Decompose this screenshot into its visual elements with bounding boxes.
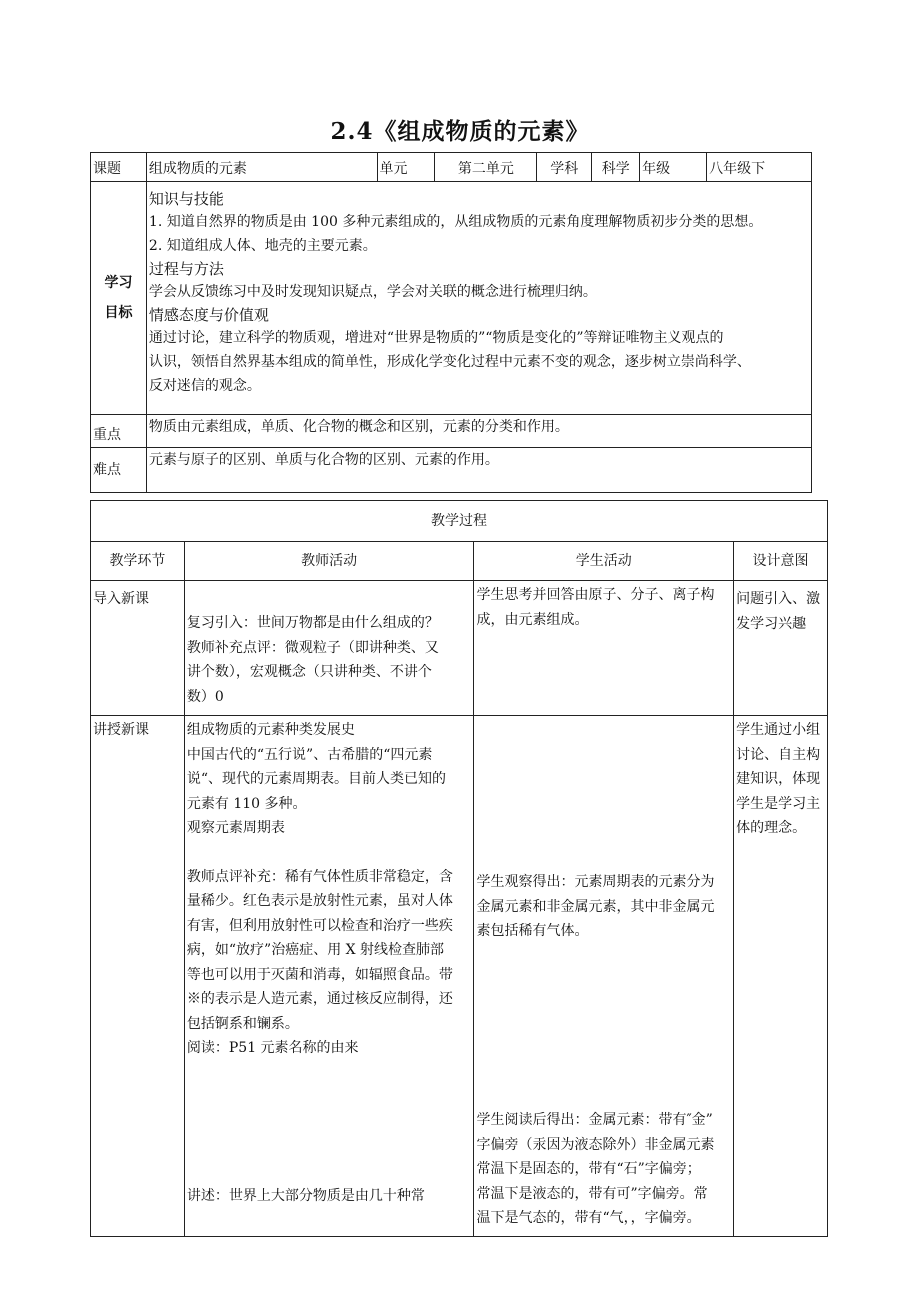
intent-intro xyxy=(734,581,828,716)
teacher-line: 中国古代的“五行说”、古希腊的“四元素 xyxy=(186,746,433,763)
student-line: 学生思考并回答由原子、分子、离子构 xyxy=(476,587,715,603)
unit-value: 第二单元 xyxy=(435,153,537,182)
info-row xyxy=(91,153,812,182)
teacher-line: 教师补充点评：微观粒子（即讲种类、又 xyxy=(186,639,439,656)
table-row xyxy=(91,716,828,1237)
intent-line: 体的理念。 xyxy=(736,820,807,836)
goals-content xyxy=(146,182,811,415)
key-points-label: 重点 xyxy=(91,415,147,448)
stage-new-lesson: 讲授新课 xyxy=(91,716,185,1237)
teacher-line: 观察元素周期表 xyxy=(186,820,285,836)
student-line: 温下是气态的，带有“气，，字偏旁。 xyxy=(476,1210,701,1226)
page-title: 2.4《组成物质的元素》 xyxy=(330,118,590,145)
teacher-line: 有害，但利用放射性可以检查和治疗一些疾 xyxy=(186,917,453,934)
intent-line: 学生是学习主 xyxy=(736,795,821,812)
subject-value: 科学 xyxy=(592,153,640,182)
process-heading: 过程与方法 xyxy=(148,260,224,278)
student-line: 常温下是液态的，带有可”字偏旁。常 xyxy=(476,1185,708,1202)
knowledge-item-1: 1. 知道自然界的物质是由 100 多种元素组成的，从组成物质的元素角度理解物质初步分类的思想。 xyxy=(148,214,763,230)
header-stage: 教学环节 xyxy=(91,542,185,581)
intent-line: 建知识，体现 xyxy=(736,771,821,787)
difficult-points-row xyxy=(91,448,812,493)
teacher-activity-intro xyxy=(184,581,474,716)
process-title: 教学过程 xyxy=(91,501,828,542)
student-line: 金属元素和非金属元素，其中非金属元 xyxy=(476,898,715,915)
teacher-line: 量稀少。红色表示是放射性元素，虽对人体 xyxy=(186,893,453,909)
teacher-line: 组成物质的元素种类发展史 xyxy=(186,722,355,738)
teacher-line: 说“、现代的元素周期表。目前人类已知的 xyxy=(186,771,447,787)
intent-line: 问题引入、激 xyxy=(736,591,821,607)
teacher-line: 讲个数），宏观概念（只讲种类、不讲个 xyxy=(186,664,432,680)
grade-label: 年级 xyxy=(640,153,707,182)
table-row xyxy=(91,581,828,716)
difficult-points-value: 元素与原子的区别、单质与化合物的区别、元素的作用。 xyxy=(146,448,811,493)
subject-label: 学科 xyxy=(537,153,592,182)
difficult-points-label: 难点 xyxy=(91,448,147,493)
topic-label: 课题 xyxy=(91,153,147,182)
student-activity-intro xyxy=(474,581,734,716)
intent-new-lesson xyxy=(734,716,828,1237)
student-line: 素包括稀有气体。 xyxy=(476,923,589,939)
emotion-heading: 情感态度与价值观 xyxy=(148,306,269,324)
lesson-info-table xyxy=(90,152,812,493)
teacher-activity-new xyxy=(184,716,474,1237)
grade-value: 八年级下 xyxy=(707,153,812,182)
intent-line: 讨论、自主构 xyxy=(736,746,821,763)
intent-line: 发学习兴趣 xyxy=(736,615,807,632)
unit-label: 单元 xyxy=(377,153,435,182)
header-teacher: 教师活动 xyxy=(184,542,474,581)
goals-label-line1: 学习 xyxy=(104,275,133,291)
teacher-line: 数）0 xyxy=(186,688,224,705)
student-line: 字偏旁（汞因为液态除外）非金属元素 xyxy=(476,1136,715,1153)
teacher-line: 包括锕系和镧系。 xyxy=(186,1015,299,1032)
teacher-line: 复习引入：世间万物都是由什么组成的？ xyxy=(186,615,439,631)
emotion-line-1: 通过讨论，建立科学的物质观，增进对“世界是物质的”“物质是变化的”等辩证唯物主义观点的 xyxy=(148,330,724,346)
goals-label xyxy=(91,182,147,415)
teacher-line: 阅读：P51 元素名称的由来 xyxy=(186,1040,359,1056)
intent-line: 学生通过小组 xyxy=(736,722,821,738)
stage-intro: 导入新课 xyxy=(91,581,185,716)
student-line: 学生阅读后得出：金属元素：带有″金” xyxy=(476,1112,713,1128)
teacher-line: 元素有 110 多种。 xyxy=(186,795,307,812)
teacher-line: 等也可以用于灭菌和消毒，如辐照食品。带 xyxy=(186,966,453,983)
teacher-line: 教师点评补充：稀有气体性质非常稳定，含 xyxy=(186,868,453,885)
goals-row xyxy=(91,182,812,415)
emotion-line-3: 反对迷信的观念。 xyxy=(148,378,261,394)
teacher-line: 讲述：世界上大部分物质是由几十种常 xyxy=(186,1188,425,1204)
process-header-row xyxy=(91,542,828,581)
goals-label-line2: 目标 xyxy=(104,305,133,321)
teacher-line: 病，如“放疗”治癌症、用 X 射线检查肺部 xyxy=(186,942,445,958)
process-item-1: 学会从反馈练习中及时发现知识疑点，学会对关联的概念进行梳理归纳。 xyxy=(148,284,597,300)
knowledge-heading: 知识与技能 xyxy=(148,190,224,208)
student-line: 学生观察得出：元素周期表的元素分为 xyxy=(476,874,715,890)
student-line: 成，由元素组成。 xyxy=(476,611,589,628)
header-student: 学生活动 xyxy=(474,542,734,581)
emotion-line-2: 认识，领悟自然界基本组成的简单性，形成化学变化过程中元素不变的观念，逐步树立崇尚科学、 xyxy=(148,354,751,370)
key-points-value: 物质由元素组成，单质、化合物的概念和区别，元素的分类和作用。 xyxy=(146,415,811,448)
student-line: 常温下是固态的，带有“石”字偏旁； xyxy=(476,1161,701,1177)
header-intent: 设计意图 xyxy=(734,542,828,581)
topic-value: 组成物质的元素 xyxy=(146,153,377,182)
knowledge-item-2: 2. 知道组成人体、地壳的主要元素。 xyxy=(148,238,377,254)
key-points-row xyxy=(91,415,812,448)
student-activity-new xyxy=(474,716,734,1237)
teacher-line: ※的表示是人造元素，通过核反应制得，还 xyxy=(186,991,453,1007)
teaching-process-table xyxy=(90,500,828,1237)
